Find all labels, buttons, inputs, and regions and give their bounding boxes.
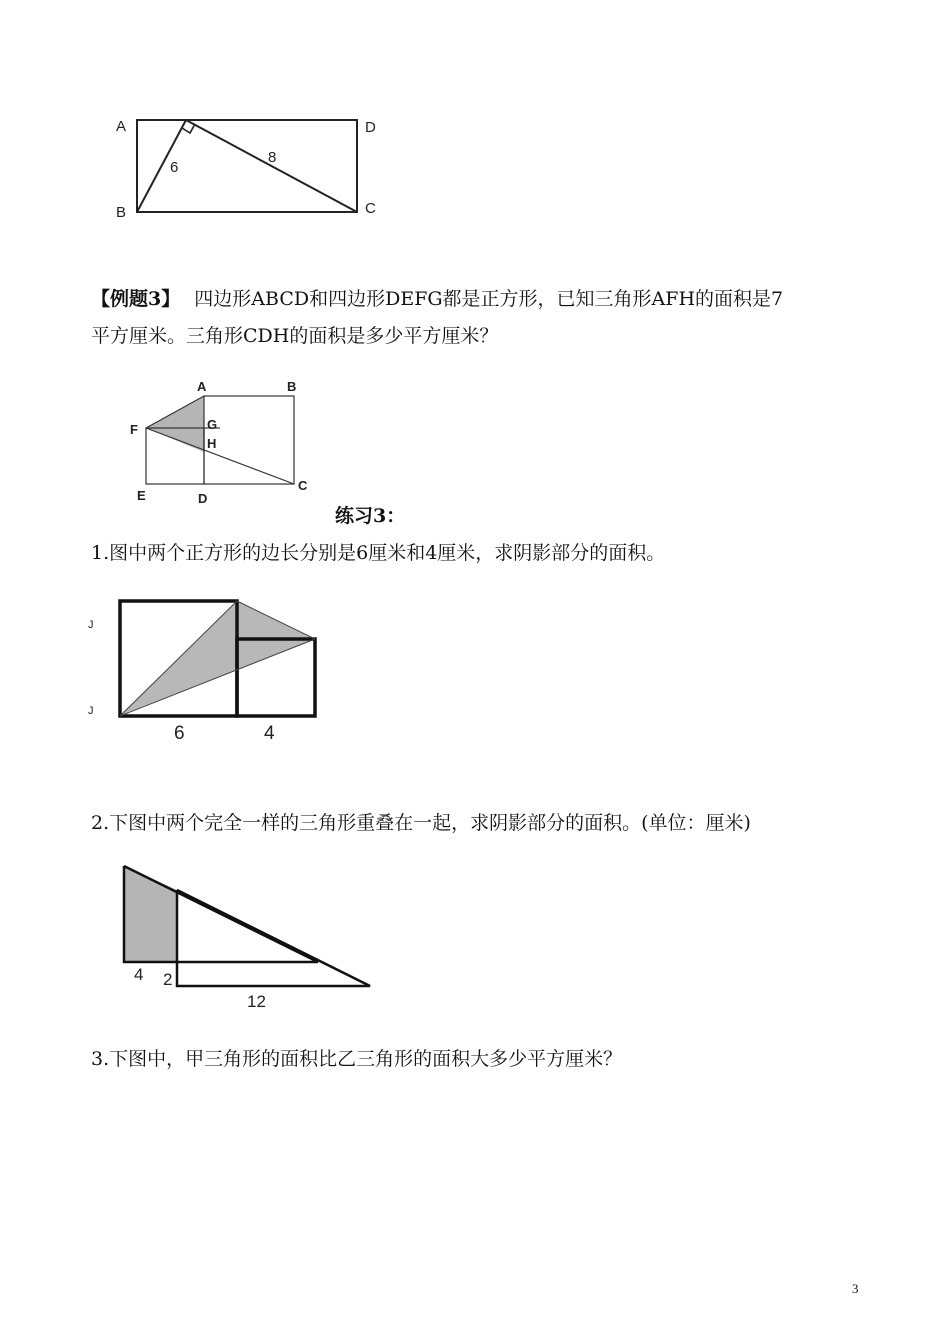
label-12: 12 [247, 992, 266, 1011]
example3-line1 [91, 284, 783, 314]
label-2: 2 [163, 970, 173, 989]
label-d: D [198, 491, 208, 506]
example3-text-line1: 四边形ABCD和四边形DEFG都是正方形，已知三角形AFH的面积是7 [194, 288, 784, 310]
example3-line2: 平方厘米。三角形CDH的面积是多少平方厘米？ [91, 325, 499, 347]
figure-rectangle-triangle [100, 105, 400, 230]
label-6: 6 [174, 723, 185, 744]
label-f: F [130, 422, 138, 437]
practice-title: 练习3： [335, 505, 406, 527]
figure-two-squares [120, 372, 340, 512]
figure-q2-triangles [110, 855, 390, 1015]
page-number: 3 [852, 1281, 859, 1296]
label-g: G [207, 417, 218, 432]
figure-q1-squares [85, 592, 335, 747]
label-h: H [207, 436, 217, 451]
question-3: 3.下图中，甲三角形的面积比乙三角形的面积大多少平方厘米？ [91, 1048, 623, 1070]
label-c: C [365, 200, 376, 217]
edge-mark-top: J [88, 619, 94, 631]
label-c: C [298, 478, 308, 493]
label-4: 4 [134, 965, 144, 984]
label-length-8: 8 [268, 149, 277, 166]
label-a: A [116, 118, 127, 135]
label-4: 4 [264, 723, 275, 744]
question-1: 1.图中两个正方形的边长分别是6厘米和4厘米，求阴影部分的面积。 [91, 542, 666, 564]
label-e: E [137, 488, 146, 503]
label-b: B [287, 379, 297, 394]
label-length-6: 6 [170, 159, 179, 176]
question-2: 2.下图中两个完全一样的三角形重叠在一起，求阴影部分的面积。(单位：厘米) [91, 812, 751, 834]
example3-tag: 【例题3】 [91, 288, 181, 310]
label-d: D [365, 119, 376, 136]
label-b: B [116, 204, 127, 221]
label-a: A [197, 379, 207, 394]
edge-mark-bottom: J [88, 705, 94, 717]
